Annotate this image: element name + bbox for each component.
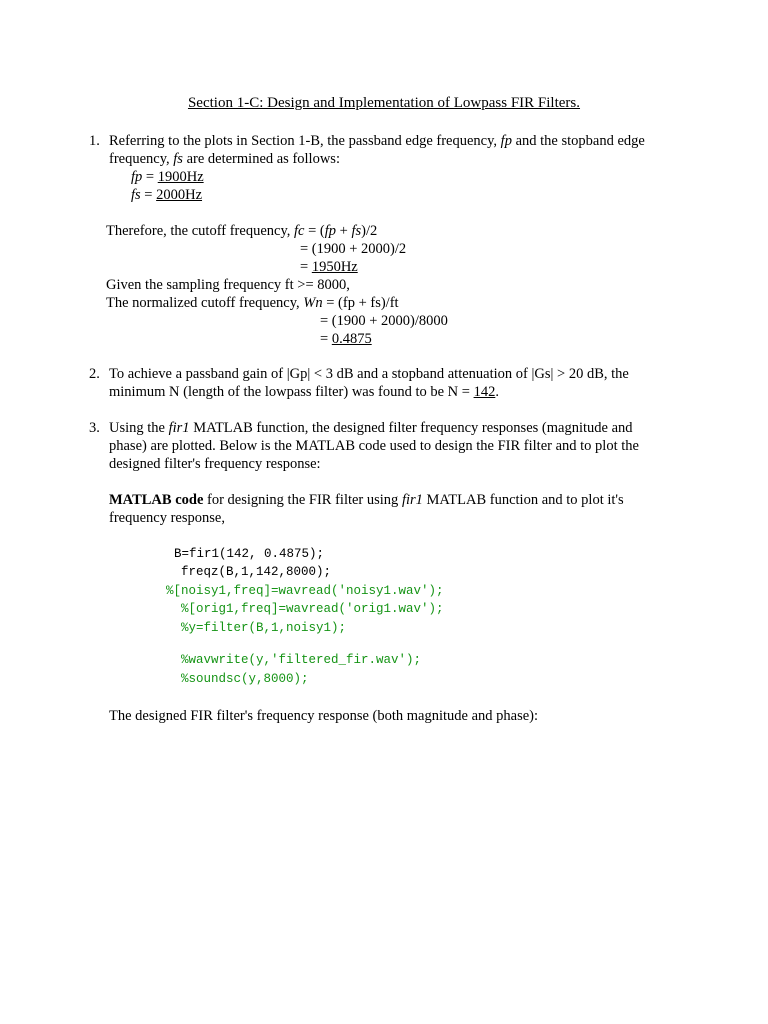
item-2-line-2 xyxy=(109,383,499,401)
item-2-line-1: To achieve a passband gain of |Gp| < 3 dB and a stopband attenuation of |Gs| > 20 dB, the xyxy=(109,366,629,382)
matlab-intro-line-1 xyxy=(109,491,624,509)
item-2-number: 2. xyxy=(89,366,100,382)
item-3-line-3: designed filter's frequency response: xyxy=(109,456,321,472)
text-segment: frequency, xyxy=(109,151,170,167)
text-segment: for designing the FIR filter using xyxy=(207,492,399,508)
equals-sign: = xyxy=(142,169,158,185)
fs-symbol: fs xyxy=(351,223,362,239)
item-1-number: 1. xyxy=(89,133,100,149)
item-1-line-2 xyxy=(109,150,340,168)
fc-symbol: fc xyxy=(294,223,305,239)
fir1-function-name: fir1 xyxy=(168,420,190,436)
fp-symbol: fp xyxy=(500,133,512,149)
text-segment: are determined as follows: xyxy=(186,151,340,167)
normalized-line-3 xyxy=(320,330,372,348)
item-1-line-1 xyxy=(109,132,645,150)
code-line: freqz(B,1,142,8000); xyxy=(181,565,332,579)
fp-value-line xyxy=(131,168,204,186)
text-segment: MATLAB function and to plot it's xyxy=(426,492,624,508)
equals-sign: = xyxy=(300,259,312,275)
cutoff-line-2: = (1900 + 2000)/2 xyxy=(300,241,407,257)
fs-symbol: fs xyxy=(173,151,183,167)
fp-label: fp xyxy=(131,169,143,185)
cutoff-value: 1950Hz xyxy=(311,259,358,275)
code-line: B=fir1(142, 0.4875); xyxy=(174,547,325,561)
code-comment-line: %[orig1,freq]=wavread('orig1.wav'); xyxy=(181,602,444,616)
text-segment: minimum N (length of the lowpass filter) was found to be N = xyxy=(109,384,474,400)
item-3-line-2: phase) are plotted. Below is the MATLAB code used to design the FIR filter and to plot the xyxy=(109,438,639,454)
item-3-number: 3. xyxy=(89,420,100,436)
fp-value: 1900Hz xyxy=(157,169,204,185)
text-segment: The normalized cutoff frequency, xyxy=(106,295,300,311)
text-segment: MATLAB function, the designed filter frequency responses (magnitude and xyxy=(193,420,633,436)
text-segment: = (fp + fs)/ft xyxy=(326,295,399,311)
equals-sign: = xyxy=(320,331,332,347)
cutoff-line-3 xyxy=(300,258,358,276)
text-segment: + xyxy=(336,223,352,239)
normalized-line-1 xyxy=(106,294,399,312)
normalized-value: 0.4875 xyxy=(331,331,372,347)
text-segment: and the stopband edge xyxy=(515,133,645,149)
fs-value-line xyxy=(131,186,202,204)
sampling-frequency-line: Given the sampling frequency ft >= 8000, xyxy=(106,277,350,293)
text-segment: = ( xyxy=(308,223,325,239)
wn-symbol: Wn xyxy=(303,295,323,311)
matlab-code-heading: MATLAB code xyxy=(109,492,204,508)
item-3-line-1 xyxy=(109,419,633,437)
n-value: 142 xyxy=(473,384,496,400)
text-segment: Therefore, the cutoff frequency, xyxy=(106,223,291,239)
text-segment: )/2 xyxy=(361,223,378,239)
fs-label: fs xyxy=(131,187,141,203)
code-comment-line: %wavwrite(y,'filtered_fir.wav'); xyxy=(181,653,422,667)
fir1-function-name: fir1 xyxy=(401,492,423,508)
text-segment: . xyxy=(495,384,499,400)
code-comment-line: %y=filter(B,1,noisy1); xyxy=(181,621,347,635)
cutoff-line-1 xyxy=(106,222,377,240)
text-segment: Using the xyxy=(109,420,165,436)
matlab-intro-line-2: frequency response, xyxy=(109,510,225,526)
fp-symbol: fp xyxy=(324,223,337,239)
code-comment-line: %[noisy1,freq]=wavread('noisy1.wav'); xyxy=(166,584,444,598)
section-title: Section 1-C: Design and Implementation of Lowpass FIR Filters. xyxy=(187,95,581,111)
fs-value: 2000Hz xyxy=(156,187,203,203)
equals-sign: = xyxy=(140,187,157,203)
normalized-line-2: = (1900 + 2000)/8000 xyxy=(320,313,448,329)
text-segment: Referring to the plots in Section 1-B, the passband edge frequency, xyxy=(109,133,498,149)
frequency-response-caption: The designed FIR filter's frequency response (both magnitude and phase): xyxy=(109,708,539,724)
code-comment-line: %soundsc(y,8000); xyxy=(181,672,309,686)
